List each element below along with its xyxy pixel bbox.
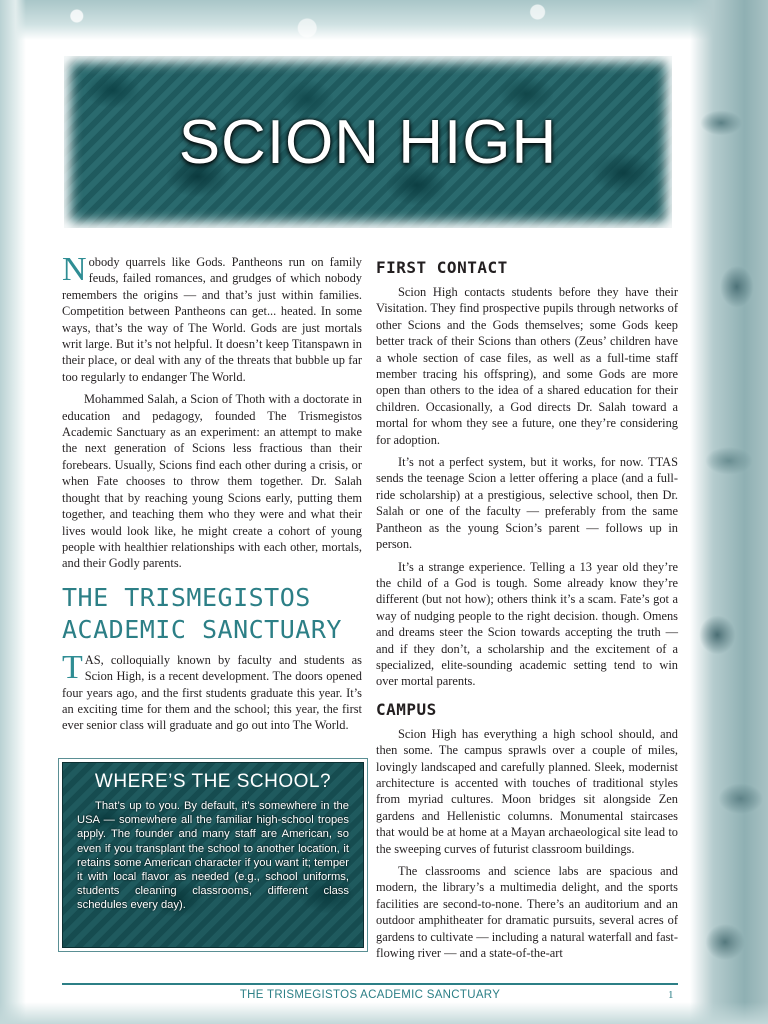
sidebar-text: That’s up to you. By default, it’s somewhere in the USA — somewhere all the familiar high-school tropes apply. The founder and many staff are American, so even if you transplant the school to another location, it retains some American character if you want it; temper it with local flavor as needed (e.g., school uniforms, students cleaning classrooms, different class schedules every day). <box>77 800 349 912</box>
founder-paragraph: Mohammed Salah, a Scion of Thoth with a doctorate in education and pedagogy, founded The Trismegistos Academic Sanctuary as an experiment: an attempt to make the next generation of Scions less fractious than their forebears. Usually, Scions find each other during a crisis, or when Fate chooses to throw them together. Dr. Salah thought that by reaching young Scions early, putting them together, and teaching them who they were and what their lives would look like, he might create a cohort of young people with healthier relationships with each other, mortals, and their Godly parents. <box>62 392 362 571</box>
tas-paragraph <box>62 648 362 734</box>
page-frame-top <box>0 0 768 40</box>
page-title: SCION HIGH <box>178 107 558 177</box>
intro-paragraph <box>62 251 362 385</box>
sidebar-box <box>62 762 364 948</box>
running-footer: THE TRISMEGISTOS ACADEMIC SANCTUARY <box>239 989 501 1001</box>
footer-rule <box>62 983 678 985</box>
campus-paragraph-1: Scion High has everything a high school should, and then some. The campus sprawls over a couple of miles, lovingly landscaped and carefully planned. Sleek, modernist architecture is accented with touches of traditional styles from myriad cultures. Moon bridges sit alongside Zen gardens and Hellenistic columns. Monumental staircases that would be at home at a Mayan archaeological site lead to the sweeping curves of futurist classroom buildings. <box>376 726 678 856</box>
drop-cap: N <box>62 251 87 288</box>
drop-cap: T <box>62 648 83 686</box>
page-frame-right <box>690 0 768 1024</box>
section-heading-trismegistos: THE TRISMEGISTOS ACADEMIC SANCTUARY <box>62 582 342 644</box>
first-contact-paragraph-2: It’s not a perfect system, but it works, for now. TTAS sends the teenage Scion a letter offering a place (and a full-ride scholarship) at a prestigious, selective school, then Dr. Salah or one of the faculty — preferably from the same Pantheon as the young Scion’s parent — follows up in person. <box>376 455 678 552</box>
page-frame-bottom <box>0 1002 768 1024</box>
title-banner <box>64 56 672 228</box>
section-heading-campus: CAMPUS <box>376 699 437 719</box>
first-contact-paragraph-3: It’s a strange experience. Telling a 13 year old they’re the child of a God is tough. Some already know they’re different (but not how); others think it’s a scam. Fate’s got a way of nudging people to the right decision. though. Omens and dreams steer the Scion towards accepting the truth — and if they don’t, a scholarship and the excitement of a specialized, elite-sounding academic setting tend to win over mortal parents. <box>376 559 678 689</box>
section-heading-first-contact: FIRST CONTACT <box>376 258 508 277</box>
first-contact-paragraph-1: Scion High contacts students before they have their Visitation. They find prospective pupils through networks of other Scions and the Gods themselves; some Gods keep better track of their Scions than others (Zeus’ children have a whole section of case files, as well as a full-time staff member tracing his offspring), and some Gods are more open than others to the idea of a shared education for their children. Occasionally, a God directs Dr. Salah toward a mortal for whom they see a future, one they’re considering for adoption. <box>376 285 678 447</box>
page-number: 1 <box>668 989 674 1001</box>
left-column <box>62 251 362 734</box>
tas-text: AS, colloquially known by faculty and students as Scion High, is a recent development. The doors opened four years ago, and the first students graduate this year. It’s an exciting time for them and the school; this year, the first ever senior class will graduate and go out into The World. <box>62 652 362 733</box>
sidebar-title: WHERE’S THE SCHOOL? <box>94 771 332 792</box>
intro-text: obody quarrels like Gods. Pantheons run on family feuds, failed romances, and grudges of which nobody remembers the origins — and that’s just within families. Competition between Pantheons can get... heated. In some ways, that’s the way of The World. Gods are just mortals writ large. But it’s not helpful. It doesn’t keep Titanspawn in their place, or deal with any of the threats that bubble up far too regularly to endanger The World. <box>62 255 362 384</box>
page-frame-left <box>0 0 26 1024</box>
right-column <box>376 258 678 961</box>
campus-paragraph-2: The classrooms and science labs are spacious and modern, the library’s a multimedia delight, and the sports facilities are second-to-none. There’s an auditorium and an outdoor amphitheater for dramatic pursuits, several acres of gardens to cultivate — including a natural waterfall and fast-flowing river — and a state-of-the-art <box>376 864 678 961</box>
